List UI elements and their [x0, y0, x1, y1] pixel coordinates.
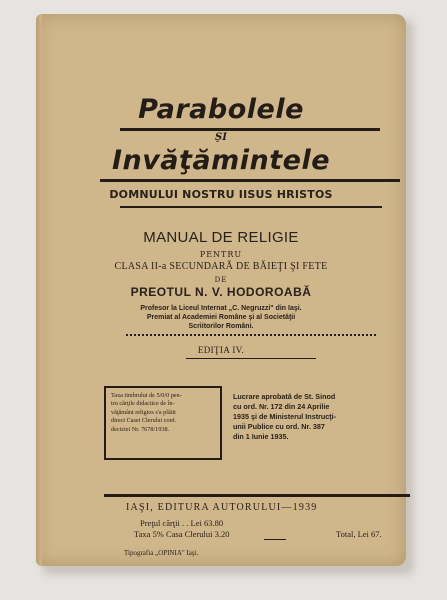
- author-info-line: Profesor la Liceul Internat „C. Negruzzi" din Iaşi.: [140, 305, 302, 312]
- de-label: DE: [214, 276, 228, 284]
- price-tax: Taxa 5% Casa Clerului 3.20: [134, 529, 230, 539]
- edition-label: EDIŢIA IV.: [197, 345, 245, 355]
- subtitle-rule: [120, 206, 382, 208]
- edition-rule: [186, 358, 316, 359]
- approval-line: cu ord. Nr. 172 din 24 Aprilie: [233, 402, 330, 411]
- manual-heading: MANUAL DE RELIGIE: [143, 229, 299, 246]
- class-line: CLASA II-a SECUNDARĂ DE BĂIEŢI ŞI FETE: [114, 261, 328, 272]
- dotted-divider: [126, 334, 376, 337]
- approval-line: unii Publice cu ord. Nr. 387: [233, 422, 325, 431]
- title-rule-top: [120, 128, 380, 131]
- approval-notice: [233, 392, 409, 442]
- book-cover: [36, 14, 406, 566]
- printer-credit: Tipografia „OPINIA" Iaşi.: [124, 549, 199, 557]
- stamp-tax-box: [104, 386, 222, 460]
- approval-line: Lucrare aprobată de St. Sinod: [233, 392, 336, 401]
- title-rule-bottom: [100, 179, 400, 182]
- stamp-line: văţământ religios s'a plătit: [111, 408, 176, 416]
- author-info-line: Scriitorilor Români.: [188, 323, 254, 330]
- price-book: Preţul cărţii . . Lei 63.80: [140, 518, 224, 528]
- price-total: Total, Lei 67.: [336, 529, 382, 539]
- title-parabolele: Parabolele: [138, 94, 304, 125]
- approval-line: 1935 şi de Ministerul Instrucţi-: [233, 412, 337, 421]
- pentru-label: PENTRU: [199, 250, 243, 259]
- stamp-line: deciziei Nr. 7678/1938.: [111, 425, 170, 433]
- author-info-line: Premiat al Academiei Române şi al Societăţii: [146, 314, 296, 321]
- stamp-line: Taxa timbrului de 5/0/0 pen-: [111, 392, 182, 399]
- author-name: PREOTUL N. V. HODOROABĂ: [130, 285, 312, 299]
- subtitle: DOMNULUI NOSTRU IISUS HRISTOS: [109, 188, 333, 201]
- publisher-rule: [104, 494, 410, 497]
- price-underline: [264, 539, 286, 540]
- title-conjunction: ŞI: [215, 132, 227, 143]
- publisher-line: IAŞI, EDITURA AUTORULUI—1939: [126, 502, 318, 513]
- approval-line: din 1 Iunie 1935.: [233, 432, 289, 441]
- stamp-line: direct Casei Clerului conf.: [111, 417, 177, 425]
- title-invatamintele: Invăţămintele: [111, 145, 331, 176]
- stamp-line: tru cărţile didactice de în-: [111, 400, 175, 408]
